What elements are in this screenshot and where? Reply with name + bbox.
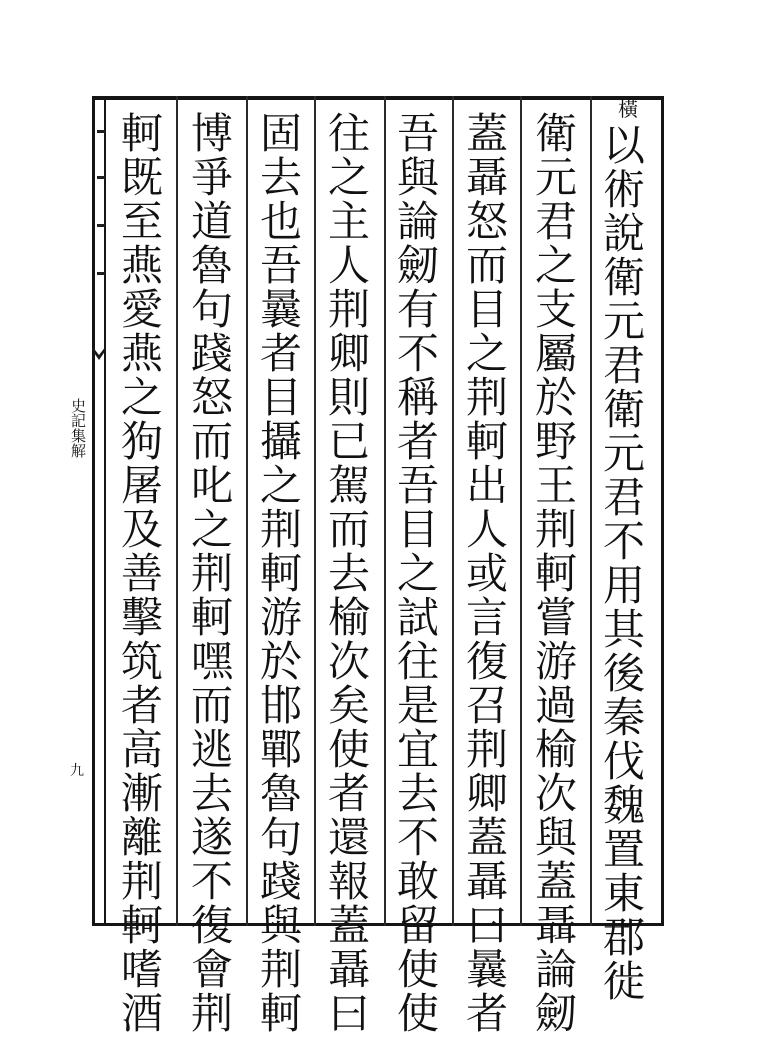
text-character: 不 — [190, 857, 233, 906]
column-divider — [314, 96, 316, 926]
text-column — [463, 109, 511, 1038]
text-character: 荆 — [190, 549, 233, 598]
text-character: 元 — [534, 153, 577, 202]
text-character: 與 — [259, 901, 302, 950]
text-character: 復 — [465, 637, 508, 686]
text-character: 聶 — [465, 153, 508, 202]
text-character: 目 — [396, 505, 439, 554]
text-character: 邯 — [259, 681, 302, 730]
text-character: 魯 — [259, 769, 302, 818]
text-character: 既 — [120, 153, 163, 202]
text-character: 有 — [396, 285, 439, 334]
text-character: 荆 — [120, 857, 163, 906]
text-character: 蓋 — [465, 813, 508, 862]
text-character: 聶 — [327, 945, 370, 994]
text-character: 去 — [396, 769, 439, 818]
text-character: 矣 — [327, 681, 370, 730]
text-character: 蓋 — [465, 109, 508, 158]
text-character: 者 — [396, 417, 439, 466]
text-character: 與 — [534, 813, 577, 862]
text-character: 聶 — [465, 857, 508, 906]
text-character: 不 — [396, 329, 439, 378]
text-character: 目 — [259, 373, 302, 422]
text-column — [394, 109, 442, 1038]
text-character: 吾 — [396, 461, 439, 510]
text-character: 目 — [465, 285, 508, 334]
text-character: 過 — [534, 681, 577, 730]
text-character: 屬 — [534, 329, 577, 378]
text-character: 善 — [120, 549, 163, 598]
text-character: 往 — [327, 109, 370, 158]
text-character: 者 — [120, 681, 163, 730]
text-character: 論 — [534, 945, 577, 994]
text-character: 還 — [327, 813, 370, 862]
text-character: 東 — [602, 869, 645, 918]
text-character: 郡 — [602, 913, 645, 962]
text-character: 燕 — [120, 241, 163, 290]
text-character: 荆 — [465, 373, 508, 422]
text-character: 去 — [190, 769, 233, 818]
text-character: 是 — [396, 681, 439, 730]
text-character: 榆 — [327, 593, 370, 642]
text-character: 固 — [259, 109, 302, 158]
text-character: 論 — [396, 197, 439, 246]
text-character: 酒 — [120, 989, 163, 1038]
text-character: 游 — [534, 637, 577, 686]
text-character: 報 — [327, 857, 370, 906]
text-character: 徙 — [602, 957, 645, 1006]
text-character: 吾 — [396, 109, 439, 158]
text-column — [600, 98, 648, 1004]
text-character: 人 — [465, 505, 508, 554]
text-character: 卿 — [465, 769, 508, 818]
text-character: 已 — [327, 417, 370, 466]
text-character: 以 — [602, 121, 645, 170]
text-character: 逃 — [190, 725, 233, 774]
text-character: 者 — [327, 769, 370, 818]
text-character: 荆 — [259, 505, 302, 554]
text-column — [188, 109, 236, 1038]
text-character: 次 — [327, 637, 370, 686]
text-character: 者 — [465, 989, 508, 1038]
text-character: 秦 — [602, 693, 645, 742]
column-divider — [246, 96, 248, 926]
text-character: 踐 — [190, 329, 233, 378]
text-character: 駕 — [327, 461, 370, 510]
text-character: 軻 — [534, 549, 577, 598]
text-character: 往 — [396, 637, 439, 686]
text-character: 博 — [190, 109, 233, 158]
text-character: 於 — [259, 637, 302, 686]
text-character: 伐 — [602, 737, 645, 786]
text-character: 曩 — [259, 285, 302, 334]
interlinear-note: 橫 — [618, 97, 638, 121]
text-character: 軻 — [120, 901, 163, 950]
text-character: 聶 — [534, 901, 577, 950]
text-character: 人 — [327, 241, 370, 290]
text-character: 劒 — [534, 989, 577, 1038]
text-character: 之 — [465, 329, 508, 378]
text-character: 及 — [120, 505, 163, 554]
spine-mark — [97, 272, 105, 275]
text-character: 出 — [465, 461, 508, 510]
text-column — [118, 109, 166, 1038]
text-character: 魯 — [190, 241, 233, 290]
text-character: 狗 — [120, 417, 163, 466]
text-character: 或 — [465, 549, 508, 598]
text-character: 去 — [327, 549, 370, 598]
text-character: 鄲 — [259, 725, 302, 774]
text-character: 叱 — [190, 461, 233, 510]
text-character: 軻 — [465, 417, 508, 466]
text-character: 稱 — [396, 373, 439, 422]
text-character: 荆 — [465, 725, 508, 774]
text-character: 軻 — [120, 109, 163, 158]
text-character: 而 — [465, 241, 508, 290]
text-character: 踐 — [259, 857, 302, 906]
text-character: 軻 — [259, 549, 302, 598]
text-character: 置 — [602, 825, 645, 874]
text-character: 君 — [602, 341, 645, 390]
text-character: 也 — [259, 197, 302, 246]
text-character: 之 — [259, 461, 302, 510]
text-character: 而 — [190, 417, 233, 466]
text-character: 後 — [602, 649, 645, 698]
text-character: 復 — [190, 901, 233, 950]
text-character: 嗜 — [120, 945, 163, 994]
text-character: 會 — [190, 945, 233, 994]
text-character: 野 — [534, 417, 577, 466]
text-character: 句 — [190, 285, 233, 334]
text-character: 榆 — [534, 725, 577, 774]
margin-book-title: 史記集解 — [69, 398, 87, 458]
text-character: 游 — [259, 593, 302, 642]
column-divider — [520, 96, 522, 926]
text-character: 使 — [396, 989, 439, 1038]
text-character: 之 — [190, 505, 233, 554]
text-character: 攝 — [259, 417, 302, 466]
text-character: 衛 — [602, 385, 645, 434]
text-character: 說 — [602, 209, 645, 258]
text-character: 用 — [602, 561, 645, 610]
margin-spine — [92, 96, 106, 926]
text-character: 蓋 — [327, 901, 370, 950]
text-character: 留 — [396, 901, 439, 950]
fish-tail-icon — [92, 346, 106, 364]
text-character: 曰 — [465, 901, 508, 950]
text-character: 嘿 — [190, 637, 233, 686]
text-character: 吾 — [259, 241, 302, 290]
text-character: 離 — [120, 813, 163, 862]
text-character: 荆 — [534, 505, 577, 554]
text-character: 衛 — [602, 253, 645, 302]
text-character: 怒 — [465, 197, 508, 246]
text-character: 遂 — [190, 813, 233, 862]
text-character: 元 — [602, 297, 645, 346]
text-column — [325, 109, 373, 1038]
text-character: 不 — [396, 813, 439, 862]
column-divider — [452, 96, 454, 926]
text-character: 曰 — [327, 989, 370, 1038]
column-divider — [176, 96, 178, 926]
text-character: 至 — [120, 197, 163, 246]
text-character: 荆 — [190, 989, 233, 1038]
text-character: 高 — [120, 725, 163, 774]
text-character: 術 — [602, 165, 645, 214]
text-character: 支 — [534, 285, 577, 334]
text-character: 其 — [602, 605, 645, 654]
text-column — [532, 109, 580, 1038]
text-character: 爭 — [190, 153, 233, 202]
text-character: 愛 — [120, 285, 163, 334]
text-character: 元 — [602, 429, 645, 478]
text-character: 筑 — [120, 637, 163, 686]
text-character: 曩 — [465, 945, 508, 994]
spine-mark — [97, 130, 105, 133]
text-character: 怒 — [190, 373, 233, 422]
text-character: 衛 — [534, 109, 577, 158]
spine-mark — [97, 224, 105, 227]
text-character: 使 — [327, 725, 370, 774]
text-character: 軻 — [259, 989, 302, 1038]
text-character: 荆 — [259, 945, 302, 994]
spine-mark — [97, 176, 105, 179]
text-character: 蓋 — [534, 857, 577, 906]
text-character: 召 — [465, 681, 508, 730]
text-character: 燕 — [120, 329, 163, 378]
text-character: 卿 — [327, 329, 370, 378]
text-character: 而 — [327, 505, 370, 554]
text-character: 之 — [396, 549, 439, 598]
text-character: 王 — [534, 461, 577, 510]
text-character: 試 — [396, 593, 439, 642]
text-character: 者 — [259, 329, 302, 378]
text-character: 不 — [602, 517, 645, 566]
text-column — [257, 109, 305, 1038]
column-divider — [384, 96, 386, 926]
text-character: 言 — [465, 593, 508, 642]
text-character: 句 — [259, 813, 302, 862]
text-character: 次 — [534, 769, 577, 818]
text-character: 宜 — [396, 725, 439, 774]
text-character: 於 — [534, 373, 577, 422]
text-character: 之 — [120, 373, 163, 422]
text-character: 擊 — [120, 593, 163, 642]
text-character: 劒 — [396, 241, 439, 290]
text-character: 魏 — [602, 781, 645, 830]
text-character: 道 — [190, 197, 233, 246]
margin-folio-number: 九 — [70, 763, 84, 779]
text-character: 軻 — [190, 593, 233, 642]
text-character: 而 — [190, 681, 233, 730]
text-character: 去 — [259, 153, 302, 202]
text-character: 則 — [327, 373, 370, 422]
column-divider — [590, 96, 592, 926]
text-character: 荆 — [327, 285, 370, 334]
text-character: 嘗 — [534, 593, 577, 642]
text-character: 之 — [327, 153, 370, 202]
text-character: 漸 — [120, 769, 163, 818]
text-character: 與 — [396, 153, 439, 202]
text-character: 屠 — [120, 461, 163, 510]
text-character: 之 — [534, 241, 577, 290]
text-character: 君 — [534, 197, 577, 246]
text-character: 主 — [327, 197, 370, 246]
text-character: 使 — [396, 945, 439, 994]
text-character: 君 — [602, 473, 645, 522]
text-character: 敢 — [396, 857, 439, 906]
